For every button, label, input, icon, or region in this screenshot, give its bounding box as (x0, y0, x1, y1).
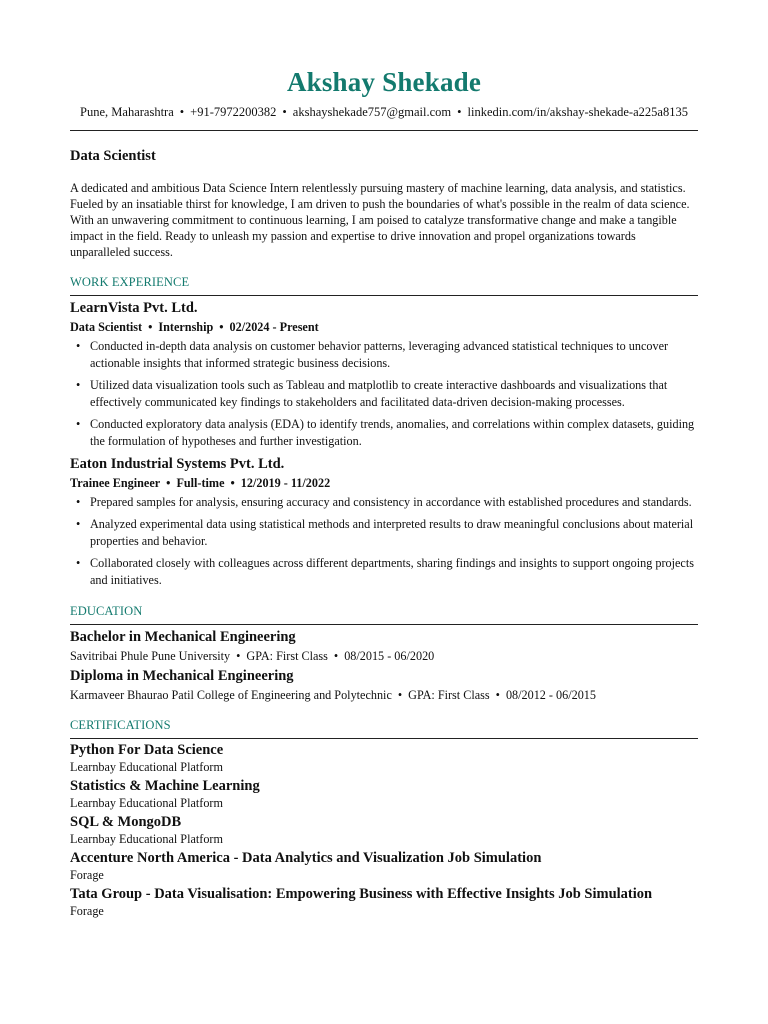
job-dates: 12/2019 - 11/2022 (240, 476, 331, 490)
bullet-icon: • (76, 495, 81, 509)
gpa: GPA: First Class (246, 649, 328, 663)
section-divider (70, 295, 698, 296)
institution: Savitribai Phule Pune University (70, 649, 231, 663)
summary-paragraph: A dedicated and ambitious Data Science Intern relentlessly pursuing mastery of machine learning, data analysis, and statistics. Fueled by an insatiable thirst for knowledge, I am driven to push the boundaries of what's possible in the realm of data science. With an unwavering commitment to continuous learning, I am poised to catalyze transformative change and make a tangible impact in the field. Ready to unleash my passion and expertise to drive innovation and propel organizations towards unparalleled success. (70, 181, 690, 259)
bullet-text: Utilized data visualization tools such as Tableau and matplotlib to create interactive dashboards and visualizations that effectively communicated key findings to stakeholders and facilitated data-driven decision-making processes. (90, 378, 668, 409)
contact-phone: +91-7972200382 (190, 105, 277, 119)
bullet-text: Conducted in-depth data analysis on customer behavior patterns, leveraging advanced statistical techniques to uncover actionable insights that informed strategic business decisions. (90, 339, 669, 370)
job-entry (70, 299, 698, 450)
meta-separator: • (236, 649, 241, 663)
contact-linkedin[interactable]: linkedin.com/in/akshay-shekade-a225a8135 (467, 105, 688, 119)
meta-separator: • (333, 649, 339, 663)
certification-title: Statistics & Machine Learning (70, 778, 260, 794)
bullet-item (70, 338, 698, 372)
meta-separator: • (148, 320, 153, 334)
meta-separator: • (230, 476, 235, 490)
job-meta (70, 475, 698, 491)
certification-entry (70, 885, 698, 919)
job-bullets (70, 494, 698, 589)
bullet-item (70, 494, 698, 511)
meta-separator: • (495, 688, 500, 702)
certification-entry (70, 777, 698, 811)
certification-entry (70, 813, 698, 847)
certification-issuer: Learnbay Educational Platform (70, 760, 223, 774)
job-bullets (70, 338, 698, 450)
bullet-text: Conducted exploratory data analysis (EDA) to identify trends, anomalies, and correlations within complex datasets, guiding the formulation of hypotheses and further investigation. (90, 417, 695, 448)
contact-separator: • (457, 105, 462, 119)
bullet-item (70, 377, 698, 411)
job-position: Data Scientist (70, 320, 143, 334)
certification-title: SQL & MongoDB (70, 814, 182, 830)
bullet-text: Collaborated closely with colleagues across different departments, sharing findings and insights to support ongoing projects and initiatives. (90, 556, 694, 587)
education-dates: 08/2012 - 06/2015 (505, 688, 596, 702)
role-title: Data Scientist (70, 148, 156, 164)
bullet-item (70, 516, 698, 550)
bullet-icon: • (76, 378, 81, 392)
header-divider (70, 130, 698, 131)
certification-issuer: Forage (70, 904, 104, 918)
bullet-item (70, 416, 698, 450)
job-meta (70, 319, 698, 335)
meta-separator: • (166, 476, 171, 490)
certification-issuer: Learnbay Educational Platform (70, 832, 223, 846)
bullet-icon: • (76, 556, 81, 570)
certification-title: Accenture North America - Data Analytics and Visualization Job Simulation (70, 850, 542, 866)
education-meta (70, 648, 698, 664)
meta-separator: • (219, 320, 224, 334)
job-type: Internship (158, 320, 214, 334)
contact-email[interactable]: akshayshekade757@gmail.com (292, 105, 452, 119)
certification-issuer: Learnbay Educational Platform (70, 796, 223, 810)
bullet-icon: • (76, 417, 81, 431)
section-divider (70, 624, 698, 625)
certification-title: Python For Data Science (70, 742, 224, 758)
job-type: Full-time (176, 476, 225, 490)
candidate-name: Akshay Shekade (286, 67, 482, 97)
education-entry (70, 667, 698, 703)
education-dates: 08/2015 - 06/2020 (344, 649, 435, 663)
certifications-heading: CERTIFICATIONS (70, 718, 171, 732)
work-experience-heading: WORK EXPERIENCE (70, 275, 190, 289)
education-heading: EDUCATION (70, 604, 143, 618)
section-divider (70, 738, 698, 739)
contact-separator: • (179, 105, 185, 119)
meta-separator: • (397, 688, 403, 702)
degree-title: Bachelor in Mechanical Engineering (70, 629, 296, 645)
job-company: LearnVista Pvt. Ltd. (70, 300, 198, 316)
degree-title: Diploma in Mechanical Engineering (70, 668, 294, 684)
certification-entry (70, 741, 698, 775)
certification-entry (70, 849, 698, 883)
job-company: Eaton Industrial Systems Pvt. Ltd. (70, 456, 285, 472)
education-meta (70, 687, 698, 703)
contact-line (70, 104, 698, 120)
contact-location: Pune, Maharashtra (80, 105, 174, 119)
job-entry (70, 455, 698, 589)
certification-issuer: Forage (70, 868, 104, 882)
bullet-item (70, 555, 698, 589)
certification-title: Tata Group - Data Visualisation: Empowering Business with Effective Insights Job Simulation (70, 886, 653, 902)
bullet-text: Prepared samples for analysis, ensuring accuracy and consistency in accordance with established procedures and standards. (90, 495, 692, 509)
bullet-icon: • (76, 517, 81, 531)
education-entry (70, 628, 698, 664)
job-dates: 02/2024 - Present (229, 320, 319, 334)
bullet-text: Analyzed experimental data using statistical methods and interpreted results to draw meaningful conclusions about material properties and behavior. (90, 517, 694, 548)
bullet-icon: • (76, 339, 81, 353)
institution: Karmaveer Bhaurao Patil College of Engineering and Polytechnic (70, 688, 392, 702)
contact-separator: • (282, 105, 287, 119)
job-position: Trainee Engineer (70, 476, 161, 490)
gpa: GPA: First Class (408, 688, 490, 702)
